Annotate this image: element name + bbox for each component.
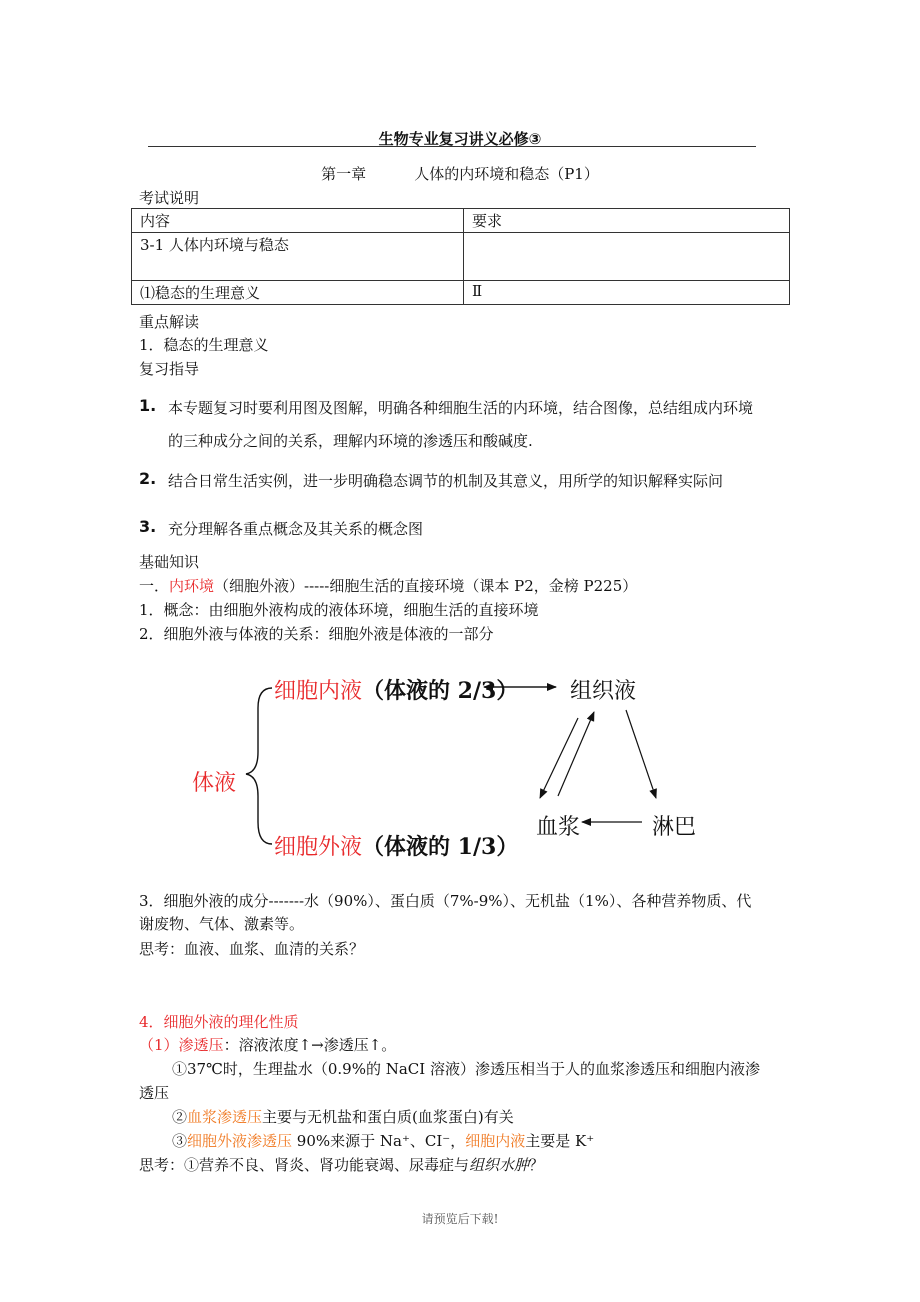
section-1-heading [139, 575, 637, 596]
point-2-rest: 主要与无机盐和蛋白质(血浆蛋白)有关 [262, 1108, 514, 1126]
think-question-2 [139, 1154, 544, 1175]
osmotic-point-1-cont: 透压 [139, 1084, 170, 1102]
osmotic-point-1: ①37℃时，生理盐水（0.9%的 NaCI 溶液）渗透压相当于人的血浆渗透压和细胞内液渗 [172, 1060, 760, 1078]
guide-item-3 [139, 517, 156, 536]
section-1-rest: （细胞外液）-----细胞生活的直接环境（课本 P2，金榜 P225） [214, 577, 638, 595]
guide-item-2 [139, 469, 156, 488]
guide-item-text: 结合日常生活实例，进一步明确稳态调节的机制及其意义，用所学的知识解释实际问 [168, 472, 724, 490]
body-fluid-label: 体液 [192, 771, 237, 796]
think-2-prefix: 思考：①营养不良、肾炎、肾功能衰竭、尿毒症与 [139, 1156, 470, 1174]
key-points-heading: 重点解读 [139, 313, 200, 331]
point-number: ② [172, 1108, 188, 1126]
table-cell: 3-1 人体内环境与稳态 [132, 233, 464, 281]
review-guide-heading: 复习指导 [139, 360, 200, 378]
think-2-end: ？ [529, 1156, 545, 1174]
lymph-label: 淋巴 [652, 815, 697, 840]
table-header-row [132, 209, 790, 233]
extracellular-note: （体液的 1/3） [362, 834, 519, 860]
arrow-plasma-to-tissue [558, 712, 594, 796]
concept-line: 1．概念：由细胞外液构成的液体环境，细胞生活的直接环境 [139, 601, 539, 619]
intracellular-term: 细胞内液 [274, 679, 363, 704]
table-row [132, 233, 790, 281]
relation-line: 2．细胞外液与体液的关系：细胞外液是体液的一部分 [139, 625, 494, 643]
extracellular-term: 细胞外液 [274, 835, 363, 860]
table-row [132, 281, 790, 305]
osmotic-point-2 [172, 1106, 514, 1127]
point-3-end: 主要是 K⁺ [525, 1132, 595, 1150]
table-cell: Ⅱ [464, 281, 790, 305]
osmotic-rest: ：溶液浓度↑→渗透压↑。 [223, 1036, 397, 1054]
point-3-mid: 90%来源于 Na⁺、CI⁻， [292, 1132, 466, 1150]
arrow-tissue-to-lymph [626, 710, 656, 798]
guide-item-number: 2. [139, 469, 157, 488]
intracellular-note: （体液的 2/3） [362, 678, 519, 704]
section-4-heading: 4．细胞外液的理化性质 [139, 1013, 299, 1031]
tissue-fluid-label: 组织液 [570, 679, 637, 704]
footer-download-note: 请预览后下载! [421, 1212, 499, 1226]
exam-note-heading: 考试说明 [139, 189, 200, 207]
guide-item-1 [139, 396, 156, 415]
section-number: 一． [139, 577, 170, 595]
osmotic-term: 渗透压 [178, 1036, 224, 1054]
chapter-title: 人体的内环境和稳态（P1） [414, 165, 599, 183]
table-header-cell: 内容 [132, 209, 464, 233]
body-fluid-diagram [180, 662, 740, 872]
table-header-cell: 要求 [464, 209, 790, 233]
intracellular-term-orange: 细胞内液 [465, 1132, 526, 1150]
table-cell [464, 233, 790, 281]
plasma-label: 血浆 [536, 815, 581, 840]
think-question-1: 思考：血液、血浆、血清的关系？ [139, 940, 365, 958]
chapter-number: 第一章 [321, 165, 367, 183]
basics-heading: 基础知识 [139, 553, 200, 571]
extracellular-fluid-label [274, 830, 518, 861]
tissue-edema-term: 组织水肿 [469, 1156, 530, 1174]
extracellular-osmotic-term: 细胞外液渗透压 [187, 1132, 293, 1150]
intracellular-fluid-label [274, 674, 518, 705]
osmotic-pressure-line [139, 1034, 396, 1055]
guide-item-text: 充分理解各重点概念及其关系的概念图 [168, 520, 424, 538]
guide-item-number: 3. [139, 517, 157, 536]
requirements-table [131, 208, 790, 305]
guide-item-text: 本专题复习时要利用图及图解，明确各种细胞生活的内环境，结合图像，总结组成内环境 [168, 399, 754, 417]
header-rule [148, 146, 756, 147]
table-cell: ⑴稳态的生理意义 [132, 281, 464, 305]
key-point-item: 1．稳态的生理意义 [139, 336, 269, 354]
plasma-osmotic-term: 血浆渗透压 [187, 1108, 263, 1126]
chapter-heading [0, 163, 920, 184]
document-title: 生物专业复习讲义必修③ [378, 130, 542, 148]
osmotic-point-3 [172, 1130, 594, 1151]
brace [246, 688, 272, 844]
guide-item-text: 的三种成分之间的关系，理解内环境的渗透压和酸碱度. [168, 432, 533, 450]
composition-line-1: 3．细胞外液的成分-------水（90%）、蛋白质（7%-9%）、无机盐（1%）、各种营养物质、代 [139, 892, 752, 910]
internal-environment-term: 内环境 [169, 577, 215, 595]
guide-item-number: 1. [139, 396, 157, 415]
osmotic-number: （1） [139, 1036, 179, 1054]
arrow-tissue-to-plasma [540, 718, 578, 798]
composition-line-2: 谢废物、气体、激素等。 [139, 915, 305, 933]
point-number: ③ [172, 1132, 188, 1150]
